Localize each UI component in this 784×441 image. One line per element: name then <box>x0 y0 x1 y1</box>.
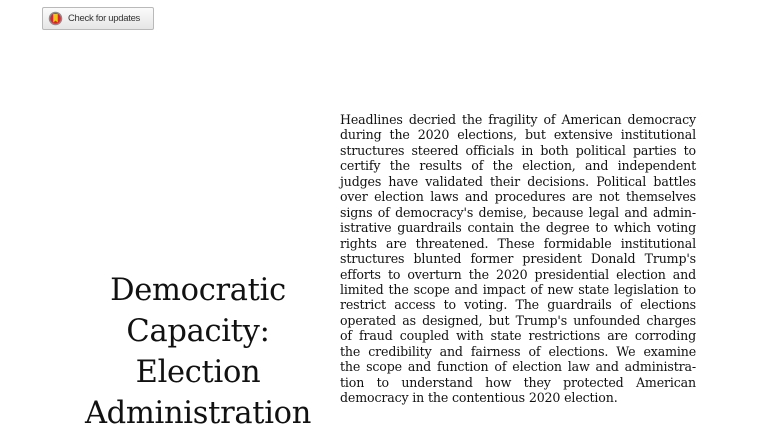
title-line: Administration <box>84 396 312 431</box>
abstract-line: tion to understand how they protected American <box>340 374 696 390</box>
crossmark-icon <box>48 11 63 26</box>
abstract-line: structures blunted former president Donald Trump's <box>340 251 696 267</box>
abstract-line: limited the scope and impact of new state legislation to <box>340 281 696 297</box>
title-line: Election <box>135 355 261 390</box>
abstract-line: efforts to overturn the 2020 presidential election and <box>340 266 696 282</box>
abstract-line: democracy in the contentious 2020 election. <box>340 390 618 406</box>
abstract-line: during the 2020 elections, but extensive institutional <box>340 127 696 143</box>
abstract-line: judges have validated their decisions. Political battles <box>340 173 696 189</box>
title-line: Democratic <box>110 273 286 308</box>
article-abstract <box>340 112 696 406</box>
abstract-line: structures steered officials in both political parties to <box>340 142 696 158</box>
abstract-line: operated as designed, but Trump's unfounded charges <box>340 312 696 328</box>
abstract-line: the scope and function of election law and administra- <box>340 359 696 375</box>
abstract-line: rights are threatened. These formidable institutional <box>340 235 696 251</box>
abstract-line: over election laws and procedures are not themselves <box>340 189 696 205</box>
abstract-line: certify the results of the election, and independent <box>340 158 696 174</box>
abstract-line: of fraud coupled with state restrictions are corroding <box>340 328 696 344</box>
abstract-line: istrative guardrails contain the degree to which voting <box>340 220 696 236</box>
abstract-line: restrict access to voting. The guardrails of elections <box>340 297 696 313</box>
abstract-line: the credibility and fairness of elections. We examine <box>340 343 696 359</box>
abstract-line: signs of democracy's demise, because legal and admin- <box>340 204 696 220</box>
title-line: Capacity: <box>126 314 270 349</box>
article-title <box>80 270 316 434</box>
check-for-updates-button[interactable] <box>42 7 154 30</box>
abstract-line: Headlines decried the fragility of American democracy <box>340 112 696 127</box>
check-for-updates-label: Check for updates <box>68 13 140 24</box>
